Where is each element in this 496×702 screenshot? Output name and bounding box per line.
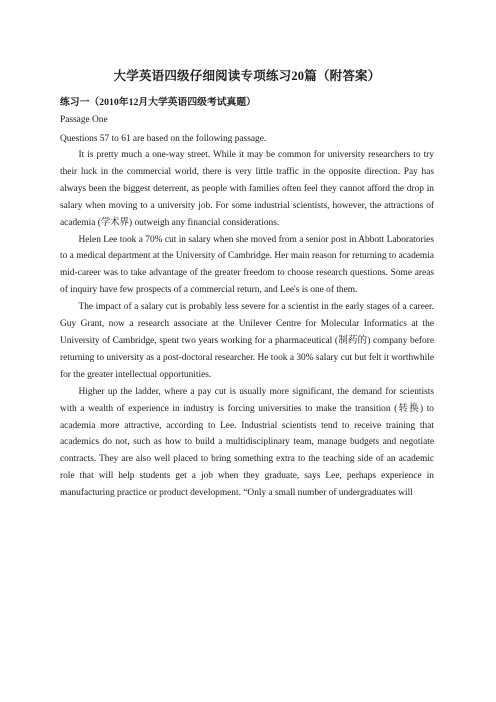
question-instruction: Questions 57 to 61 are based on the following passage. [60, 134, 267, 144]
paragraph: It is pretty much a one-way street. While it may be common for university researchers to try their luck in the commercial world, there is very little traffic in the opposite direction. Pay has always been the biggest deterrent, as people with families often feel they cannot afford the drop in salary when moving to a university job. For some industrial scientists, however, the attractions of academia (学术界) outweigh any financial considerations. [60, 150, 434, 228]
exercise-heading: 练习一（2010年12月大学英语四级考试真题） [60, 97, 256, 108]
passage-label: Passage One [60, 115, 108, 125]
paragraph: Helen Lee took a 70% cut in salary when she moved from a senior post in Abbott Laboratories to a medical department at the University of Cambridge. Her main reason for returning to academia mid-career was to take advantage of the greater freedom to choose research questions. Some areas of inquiry have few prospects of a commercial return, and Lee's is one of them. [60, 234, 434, 296]
document-page [60, 62, 434, 502]
document-title: 大学英语四级仔细阅读专项练习20篇（附答案） [113, 69, 381, 83]
paragraph: Higher up the ladder, where a pay cut is usually more significant, the demand for scientists with a wealth of experience in industry is forcing universities to make the transition (转换) to academia more attractive, according to Lee. Industrial scientists tend to receive training that academics do not, such as how to build a multidisciplinary team, manage budgets and negotiate contracts. They are also well placed to bring something extra to the teaching side of an academic role that will help students get a job when they graduate, says Lee, perhaps experience in manufacturing practice or product development. “Only a small number of undergraduates will [60, 386, 434, 499]
paragraph: The impact of a salary cut is probably less severe for a scientist in the early stages of a career. Guy Grant, now a research associate at the Unilever Centre for Molecular Informatics at the University of Cambridge, spent two years working for a pharmaceutical (制药的) company before returning to university as a post-doctoral researcher. He took a 30% salary cut but felt it worthwhile for the greater intellectual opportunities. [60, 302, 434, 380]
